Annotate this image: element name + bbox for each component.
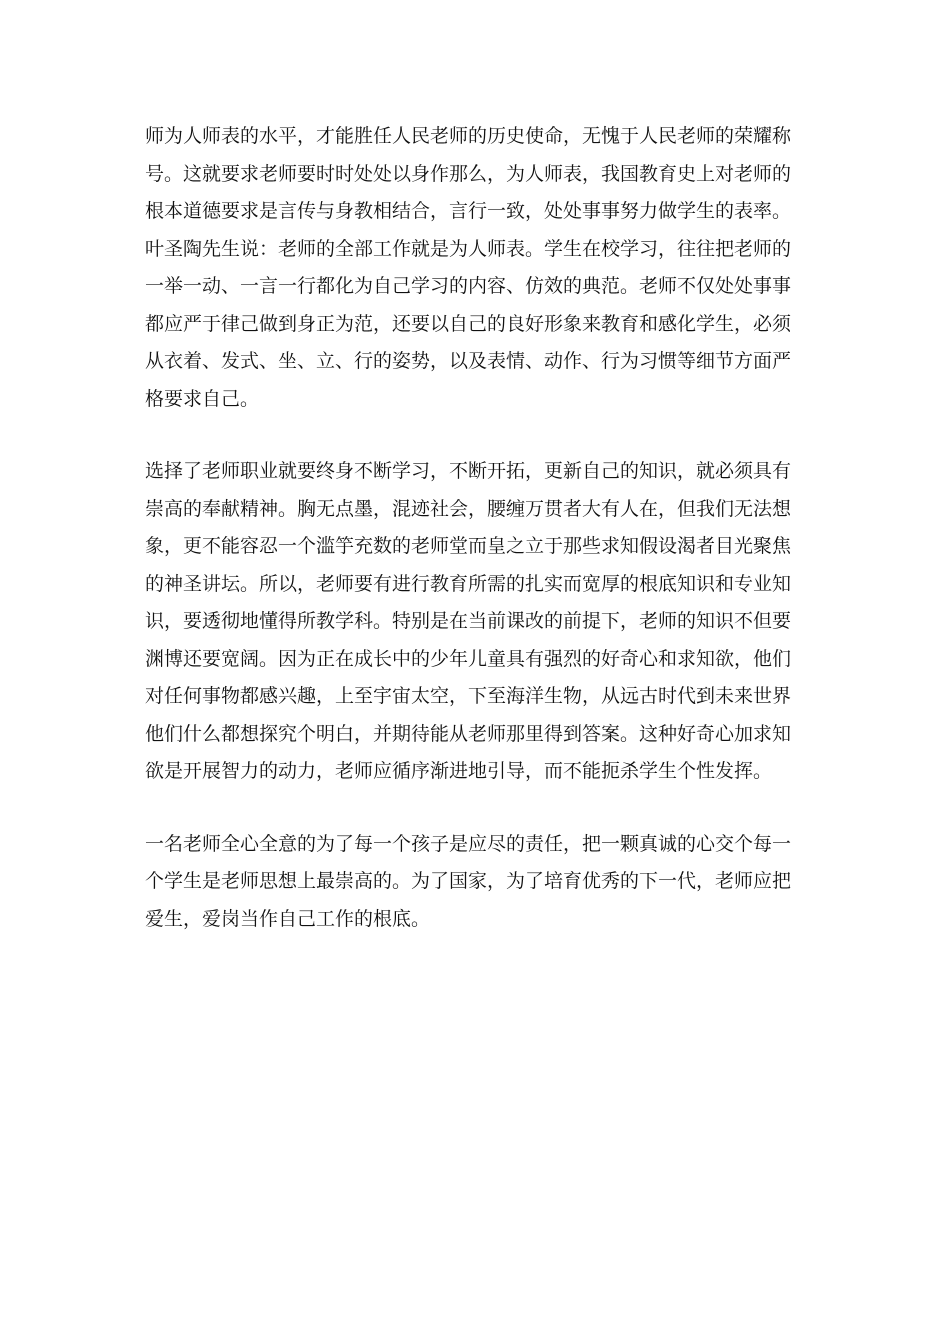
text-line: 从衣着、发式、坐、立、行的姿势，以及表情、动作、行为习惯等细节方面严 bbox=[145, 350, 792, 372]
text-line: 象，更不能容忍一个滥竽充数的老师堂而皇之立于那些求知假设渴者目光聚焦 bbox=[145, 535, 792, 557]
text-line: 渊博还要宽阔。因为正在成长中的少年儿童具有强烈的好奇心和求知欲，他们 bbox=[145, 647, 792, 670]
paragraph-spacer bbox=[145, 418, 811, 453]
text-line: 欲是开展智力的动力，老师应循序渐进地引导，而不能扼杀学生个性发挥。 bbox=[145, 760, 773, 782]
document-body bbox=[145, 118, 811, 938]
text-line: 他们什么都想探究个明白，并期待能从老师那里得到答案。这种好奇心加求知 bbox=[145, 722, 792, 745]
text-line: 的神圣讲坛。所以，老师要有进行教育所需的扎实而宽厚的根底知识和专业知 bbox=[145, 572, 792, 595]
text-line: 选择了老师职业就要终身不断学习，不断开拓，更新自己的知识，就必须具有 bbox=[145, 460, 792, 482]
text-line: 格要求自己。 bbox=[145, 387, 260, 410]
text-line: 爱生，爱岗当作自己工作的根底。 bbox=[145, 907, 431, 930]
text-line: 号。这就要求老师要时时处处以身作那么，为人师表，我国教育史上对老师的 bbox=[145, 162, 792, 185]
text-line: 一名老师全心全意的为了每一个孩子是应尽的责任，把一颗真诚的心交个每一 bbox=[145, 832, 792, 855]
paragraph bbox=[145, 118, 811, 418]
text-line: 叶圣陶先生说：老师的全部工作就是为人师表。学生在校学习，往往把老师的 bbox=[145, 237, 792, 260]
text-line: 对任何事物都感兴趣，上至宇宙太空，下至海洋生物，从远古时代到未来世界 bbox=[145, 685, 792, 707]
text-line: 一举一动、一言一行都化为自己学习的内容、仿效的典范。老师不仅处处事事 bbox=[145, 275, 792, 297]
paragraph bbox=[145, 826, 811, 939]
text-line: 师为人师表的水平，才能胜任人民老师的历史使命，无愧于人民老师的荣耀称 bbox=[145, 125, 792, 147]
paragraph bbox=[145, 453, 811, 791]
text-line: 个学生是老师思想上最崇高的。为了国家，为了培育优秀的下一代，老师应把 bbox=[145, 870, 792, 892]
paragraph-spacer bbox=[145, 791, 811, 826]
text-line: 识，要透彻地懂得所教学科。特别是在当前课改的前提下，老师的知识不但要 bbox=[145, 610, 792, 632]
text-line: 崇高的奉献精神。胸无点墨，混迹社会，腰缠万贯者大有人在，但我们无法想 bbox=[145, 497, 792, 520]
text-line: 都应严于律己做到身正为范，还要以自己的良好形象来教育和感化学生，必须 bbox=[145, 312, 792, 335]
text-line: 根本道德要求是言传与身教相结合，言行一致，处处事事努力做学生的表率。 bbox=[145, 200, 792, 222]
